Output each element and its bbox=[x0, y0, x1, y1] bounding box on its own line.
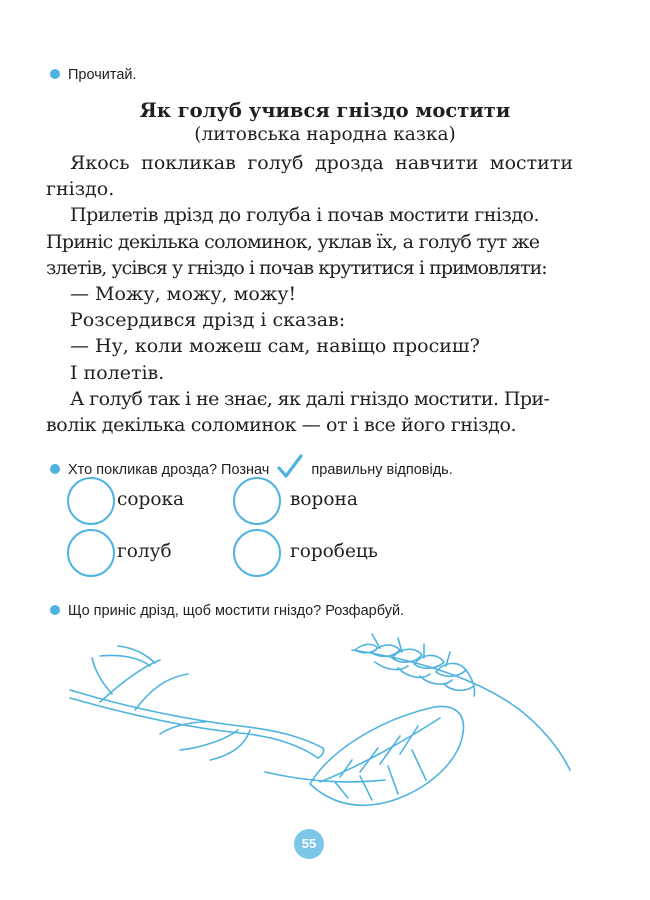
story-line: Розсердився дрізд і сказав: bbox=[70, 309, 346, 332]
page-number: 55 bbox=[294, 829, 324, 859]
story-line: Приніс декілька соломинок, уклав їх, а голуб тут же bbox=[46, 230, 540, 253]
instruction-read bbox=[50, 67, 137, 83]
feather-drawing[interactable] bbox=[265, 706, 463, 805]
story-line: злетів, усівся у гніздо і почав крутитися і примовляти: bbox=[46, 256, 547, 279]
instruction-question-2 bbox=[50, 603, 404, 619]
bullet-icon bbox=[50, 69, 60, 79]
story-line: А голуб так і не знає, як далі гніздо мостити. При- bbox=[70, 387, 550, 410]
story-subtitle: (литовська народна казка) bbox=[194, 124, 456, 145]
question-2-text: Що приніс дрізд, щоб мостити гніздо? Розфарбуй. bbox=[68, 603, 405, 619]
wheat-ear-drawing[interactable] bbox=[352, 634, 570, 770]
question-1-text: Хто покликав дрозда? Познач bbox=[68, 462, 270, 478]
answer-label-soroka: сорока bbox=[117, 489, 185, 510]
bullet-icon bbox=[50, 605, 60, 615]
story-line: І полетів. bbox=[70, 361, 165, 384]
answer-label-holub: голуб bbox=[117, 541, 172, 562]
answer-circle-soroka[interactable] bbox=[67, 477, 115, 525]
instruction-question-1 bbox=[50, 454, 453, 480]
answer-label-horobets: горобець bbox=[290, 541, 378, 562]
bullet-icon bbox=[50, 464, 60, 474]
branch-drawing[interactable] bbox=[70, 646, 324, 760]
answer-circle-holub[interactable] bbox=[67, 529, 115, 577]
checkmark-icon bbox=[277, 454, 303, 480]
story-line: — Ну, коли можеш сам, навіщо просиш? bbox=[70, 335, 480, 358]
story-line: гніздо. bbox=[46, 178, 115, 201]
instruction-read-text: Прочитай. bbox=[68, 67, 137, 83]
story-title: Як голуб учився гніздо мостити bbox=[139, 99, 511, 122]
story-text bbox=[46, 150, 586, 438]
story-line: Прилетів дрізд до голуба і почав мостити гніздо. bbox=[70, 204, 540, 227]
question-1-text-end: правильну відповідь. bbox=[311, 462, 453, 478]
answer-label-vorona: ворона bbox=[290, 489, 358, 510]
story-line: Якось покликав голуб дрозда навчити мостити bbox=[70, 152, 574, 174]
story-line: — Можу, можу, можу! bbox=[70, 283, 297, 306]
illustrations bbox=[0, 630, 650, 820]
answer-circle-horobets[interactable] bbox=[233, 529, 281, 577]
answer-circle-vorona[interactable] bbox=[233, 477, 281, 525]
story-line: волік декілька соломинок — от і все його гніздо. bbox=[46, 414, 517, 437]
